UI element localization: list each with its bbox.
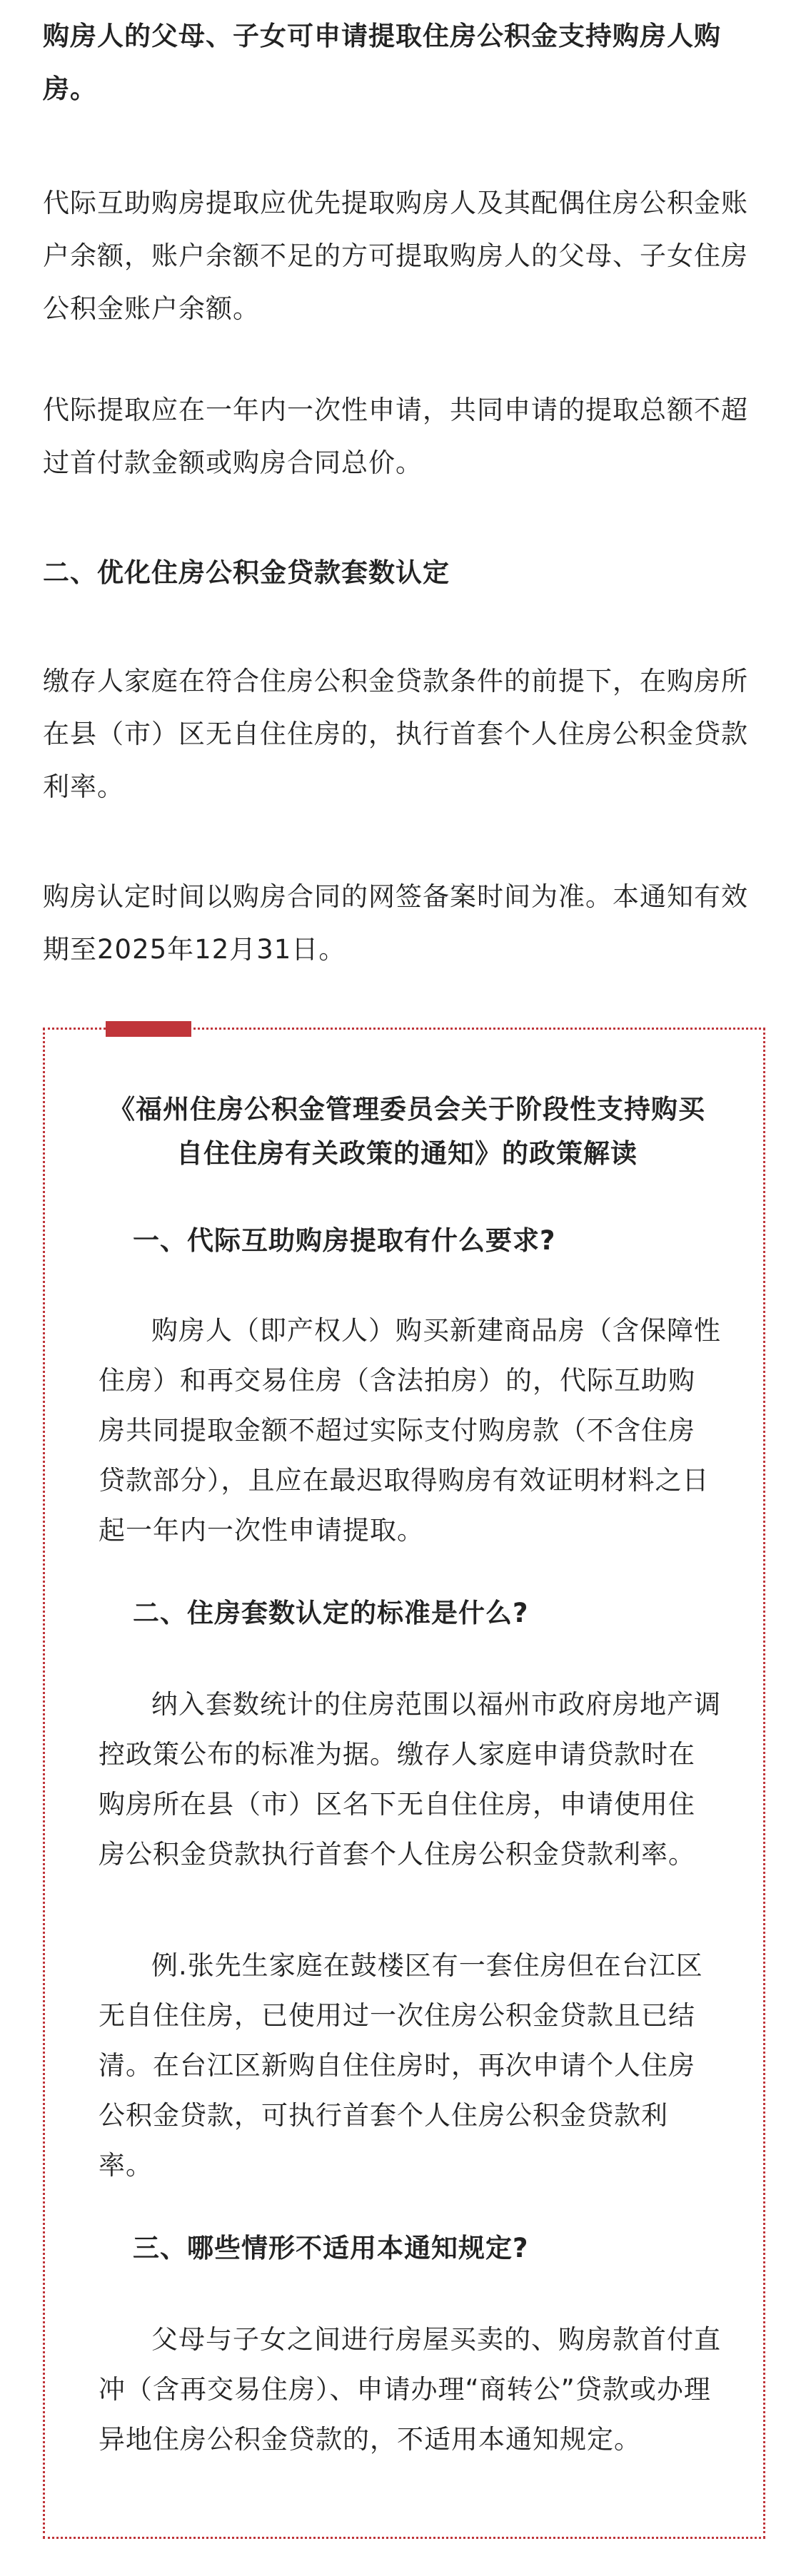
paragraph-priority-withdrawal: 代际互助购房提取应优先提取购房人及其配偶住房公积金账户余额，账户余额不足的方可提取购房人的父母、子女住房公积金账户余额。 (43, 188, 748, 324)
answer-paragraph-3: 父母与子女之间进行房屋买卖的、购房款首付直冲（含再交易住房）、申请办理“商转公”贷款或办理异地住房公积金贷款的，不适用本通知规定。 (99, 2324, 721, 2455)
question-heading-2: 二、住房套数认定的标准是什么? (133, 1598, 529, 1628)
paragraph-withdrawal-limit: 代际提取应在一年内一次性申请，共同申请的提取总额不超过首付款金额或购房合同总价。 (43, 395, 748, 478)
question-heading-3: 三、哪些情形不适用本通知规定? (133, 2233, 529, 2263)
answer-example-2: 例.张先生家庭在鼓楼区有一套住房但在台江区无自住住房，已使用过一次住房公积金贷款且已结清。在台江区新购自住住房时，再次申请个人住房公积金贷款，可执行首套个人住房公积金贷款利率。 (99, 1950, 703, 2181)
paragraph-parent-child-withdrawal: 购房人的父母、子女可申请提取住房公积金支持购房人购房。 (43, 21, 721, 104)
section-heading-loan-count: 二、优化住房公积金贷款套数认定 (43, 557, 450, 588)
answer-paragraph-2: 纳入套数统计的住房范围以福州市政府房地产调控政策公布的标准为据。缴存人家庭申请贷款时在购房所在县（市）区名下无自住住房，申请使用住房公积金贷款执行首套个人住房公积金贷款利率。 (99, 1689, 721, 1870)
box-accent-tab (106, 1021, 191, 1037)
box-title: 《福州住房公积金管理委员会关于阶段性支持购买自住住房有关政策的通知》的政策解读 (109, 1094, 705, 1169)
question-heading-1: 一、代际互助购房提取有什么要求? (133, 1225, 556, 1256)
answer-paragraph-1: 购房人（即产权人）购买新建商品房（含保障性住房）和再交易住房（含法拍房）的，代际互助购房共同提取金额不超过实际支付购房款（不含住房贷款部分），且应在最迟取得购房有效证明材料之日起一年内一次性申请提取。 (99, 1315, 721, 1546)
paragraph-first-home-rate: 缴存人家庭在符合住房公积金贷款条件的前提下，在购房所在县（市）区无自住住房的，执行首套个人住房公积金贷款利率。 (43, 666, 748, 802)
paragraph-validity-period: 购房认定时间以购房合同的网签备案时间为准。本通知有效期至2025年12月31日。 (43, 881, 748, 965)
